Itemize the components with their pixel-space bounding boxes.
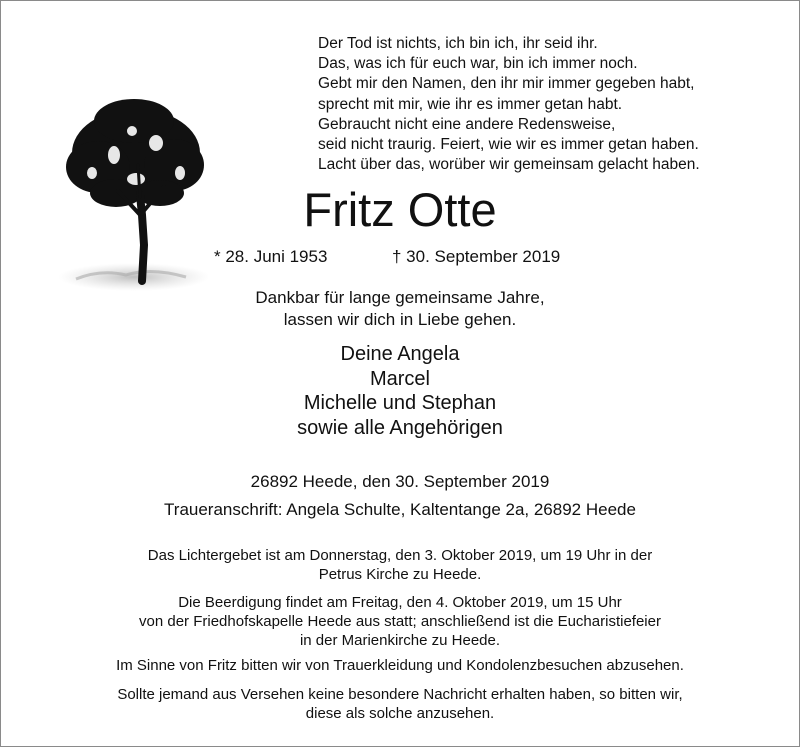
- life-dates: [214, 246, 561, 268]
- notice-line: diese als solche anzusehen.: [305, 705, 495, 722]
- notice-line: Sollte jemand aus Versehen keine besondere Nachricht erhalten haben, so bitten wir,: [117, 686, 683, 703]
- poem: [318, 34, 700, 175]
- tree-silhouette-icon: [56, 95, 208, 291]
- poem-line: Gebraucht nicht eine andere Redensweise,: [318, 115, 616, 133]
- poem-line: seid nicht traurig. Feiert, wie wir es immer getan haben.: [318, 136, 699, 154]
- poem-line: sprecht mit mir, wie ihr es immer getan habt.: [318, 95, 623, 113]
- birth-date: * 28. Juni 1953: [214, 247, 328, 266]
- family-member: Deine Angela: [340, 343, 460, 365]
- death-date: † 30. September 2019: [392, 247, 561, 266]
- thanks-line: Dankbar für lange gemeinsame Jahre,: [255, 288, 545, 307]
- poem-line: Gebt mir den Namen, den ihr mir immer gegeben habt,: [318, 75, 695, 93]
- notice-line: in der Marienkirche zu Heede.: [299, 632, 501, 649]
- thanks-line: lassen wir dich in Liebe gehen.: [283, 310, 517, 329]
- notice-line: Das Lichtergebet ist am Donnerstag, den 3. Oktober 2019, um 19 Uhr in der: [147, 547, 653, 564]
- notice-closing: [0, 685, 800, 723]
- poem-line: Das, was ich für euch war, bin ich immer noch.: [318, 55, 638, 73]
- notice-lichtergebet: [0, 546, 800, 584]
- thanks-text: [0, 287, 800, 331]
- family-member: Marcel: [369, 367, 430, 390]
- notice-line: Die Beerdigung findet am Freitag, den 4. Oktober 2019, um 15 Uhr: [178, 594, 622, 611]
- notice-line: von der Friedhofskapelle Heede aus statt; anschließend ist die Eucharistiefeier: [139, 613, 661, 630]
- poem-line: Lacht über das, worüber wir gemeinsam gelacht haben.: [318, 156, 700, 174]
- mourning-address: Traueranschrift: Angela Schulte, Kaltentange 2a, 26892 Heede: [164, 500, 636, 519]
- family-member: sowie alle Angehörigen: [297, 416, 503, 439]
- notice-wish: Im Sinne von Fritz bitten wir von Trauerkleidung und Kondolenzbesuchen abzusehen.: [116, 657, 684, 674]
- notice-line: Petrus Kirche zu Heede.: [318, 566, 482, 583]
- place-date: 26892 Heede, den 30. September 2019: [250, 472, 550, 491]
- poem-line: Der Tod ist nichts, ich bin ich, ihr seid ihr.: [318, 35, 598, 52]
- family-list: [0, 342, 800, 440]
- notice-beerdigung: [0, 593, 800, 650]
- deceased-name: Fritz Otte: [303, 183, 497, 236]
- family-member: Michelle und Stephan: [303, 392, 497, 414]
